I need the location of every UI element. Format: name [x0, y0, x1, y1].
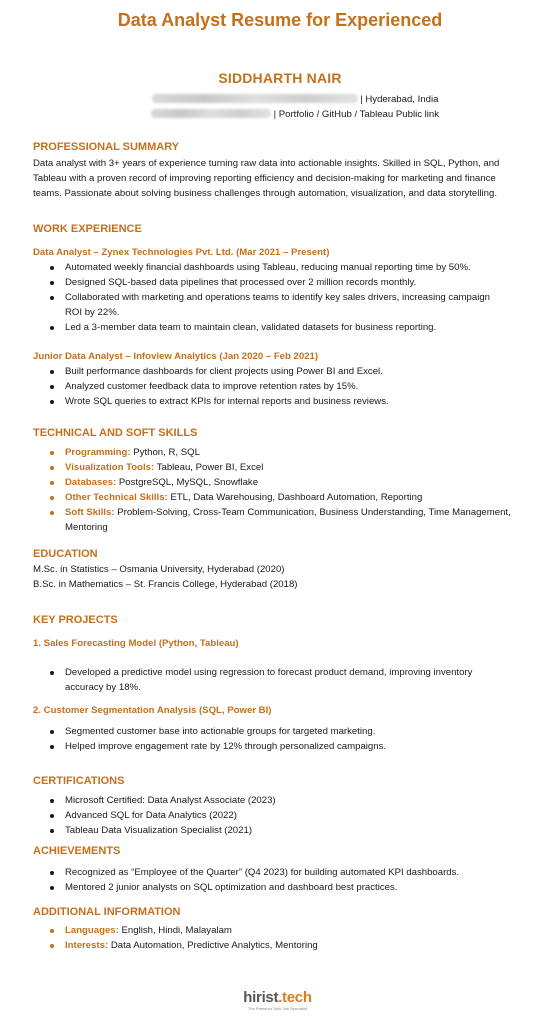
skill-item: Programming: Python, R, SQL: [50, 445, 527, 460]
logo-tagline: The Premium Tech Job Specialist: [247, 1006, 308, 1011]
summary-line: Data analyst with 3+ years of experience turning raw data into actionable insights. Skilled in SQL, Python, and: [33, 158, 500, 169]
additional-list: [50, 923, 527, 953]
job-bullet: Collaborated with marketing and operations teams to identify key sales drivers, increasing campaign ROI by 22%.: [50, 290, 527, 320]
work-heading: WORK EXPERIENCE: [33, 223, 142, 235]
footer: [0, 989, 555, 1015]
achievements-list: [50, 865, 527, 895]
project-title: 1. Sales Forecasting Model (Python, Tableau): [33, 638, 239, 649]
project-bullet: Developed a predictive model using regression to forecast product demand, improving inventory accuracy by 18%.: [50, 665, 527, 695]
candidate-name: SIDDHARTH NAIR: [218, 70, 342, 86]
achievements-heading: ACHIEVEMENTS: [33, 845, 121, 857]
project-bullet: Helped improve engagement rate by 12% through personalized campaigns.: [50, 739, 527, 754]
project-title: 2. Customer Segmentation Analysis (SQL, Power BI): [33, 705, 272, 716]
skill-label: Programming:: [65, 447, 131, 458]
logo-wordmark: hirist.tech: [243, 989, 312, 1006]
projects-heading: KEY PROJECTS: [33, 614, 118, 626]
certifications-heading: CERTIFICATIONS: [33, 775, 125, 787]
project-bullets: [50, 724, 527, 754]
additional-label: Interests:: [65, 940, 109, 951]
additional-heading: ADDITIONAL INFORMATION: [33, 906, 181, 918]
certifications-list: [50, 793, 527, 838]
summary-line: Tableau with a proven record of improving reporting efficiency and decision-making for marketing and finance: [33, 173, 496, 184]
skills-list: [50, 445, 527, 535]
job-title: Junior Data Analyst – Infoview Analytics (Jan 2020 – Feb 2021): [33, 351, 319, 362]
education-heading: EDUCATION: [33, 548, 98, 560]
job-bullet: Automated weekly financial dashboards using Tableau, reducing manual reporting time by 50%.: [50, 260, 527, 275]
job-bullet: Led a 3-member data team to maintain clean, validated datasets for business reporting.: [50, 320, 527, 335]
contact-line-1: [33, 92, 527, 107]
summary-line: teams. Passionate about solving business challenges through automation, visualization, and data storytelling.: [33, 188, 497, 199]
skill-label: Soft Skills:: [65, 507, 115, 518]
job-bullet: Built performance dashboards for client projects using Power BI and Excel.: [50, 364, 527, 379]
certification-item: Microsoft Certified: Data Analyst Associate (2023): [50, 793, 527, 808]
redacted-contact-details: [152, 94, 358, 103]
redacted-contact-links: [151, 109, 271, 118]
education-entry: B.Sc. in Mathematics – St. Francis College, Hyderabad (2018): [33, 579, 298, 590]
education-list: [33, 562, 527, 592]
summary-heading: PROFESSIONAL SUMMARY: [33, 141, 180, 153]
achievement-item: Recognized as “Employee of the Quarter” (Q4 2023) for building automated KPI dashboards.: [50, 865, 527, 880]
project-bullet: Segmented customer base into actionable groups for targeted marketing.: [50, 724, 527, 739]
contact-block: [33, 92, 527, 122]
project-bullets: [50, 665, 527, 695]
education-entry: M.Sc. in Statistics – Osmania University, Hyderabad (2020): [33, 564, 285, 575]
certification-item: Advanced SQL for Data Analytics (2022): [50, 808, 527, 823]
certification-item: Tableau Data Visualization Specialist (2021): [50, 823, 527, 838]
job-bullet: Analyzed customer feedback data to improve retention rates by 15%.: [50, 379, 527, 394]
contact-links: | Portfolio / GitHub / Tableau Public link: [273, 109, 440, 120]
skills-heading: TECHNICAL AND SOFT SKILLS: [33, 427, 198, 439]
skill-label: Other Technical Skills:: [65, 492, 168, 503]
achievement-item: Mentored 2 junior analysts on SQL optimization and dashboard best practices.: [50, 880, 527, 895]
summary-text: [33, 156, 527, 201]
contact-location: | Hyderabad, India: [360, 94, 439, 105]
job-bullet: Wrote SQL queries to extract KPIs for internal reports and business reviews.: [50, 394, 527, 409]
skill-label: Databases:: [65, 477, 117, 488]
contact-line-2: [33, 107, 527, 122]
job-title: Data Analyst – Zynex Technologies Pvt. Ltd. (Mar 2021 – Present): [33, 247, 330, 258]
skill-item: Soft Skills: Problem-Solving, Cross-Team Communication, Business Understanding, Time Management, Mentoring: [50, 505, 527, 535]
job-bullets: [50, 260, 527, 335]
job-bullet: Designed SQL-based data pipelines that processed over 2 million records monthly.: [50, 275, 527, 290]
additional-item: Interests: Data Automation, Predictive Analytics, Mentoring: [50, 938, 527, 953]
skill-item: Visualization Tools: Tableau, Power BI, Excel: [50, 460, 527, 475]
skill-item: Other Technical Skills: ETL, Data Warehousing, Dashboard Automation, Reporting: [50, 490, 527, 505]
additional-label: Languages:: [65, 925, 119, 936]
skill-item: Databases: PostgreSQL, MySQL, Snowflake: [50, 475, 527, 490]
skill-label: Visualization Tools:: [65, 462, 155, 473]
hirist-logo[interactable]: [243, 989, 311, 1011]
document-title: Data Analyst Resume for Experienced: [117, 10, 443, 30]
additional-item: Languages: English, Hindi, Malayalam: [50, 923, 527, 938]
job-bullets: [50, 364, 527, 409]
